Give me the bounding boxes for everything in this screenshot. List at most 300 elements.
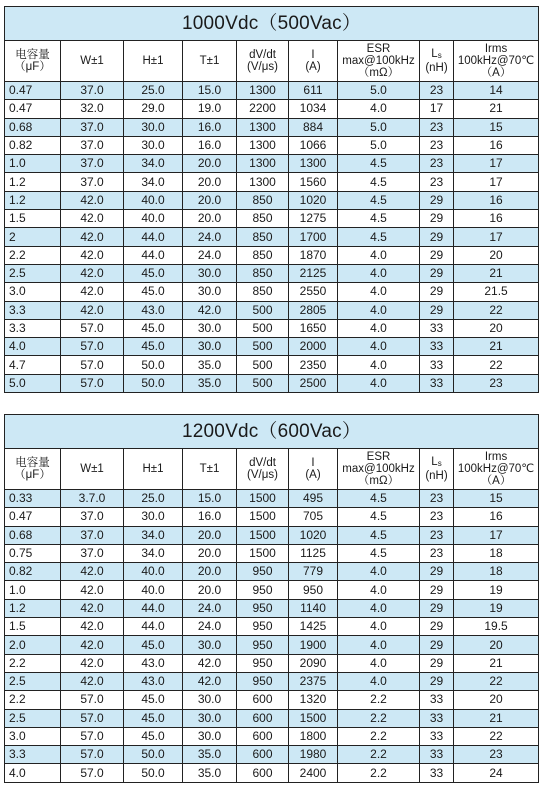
cell-esr: 5.0 — [338, 136, 420, 154]
cell-irms: 21 — [454, 264, 539, 282]
col-header-capacitance: 电容量 （μF） — [5, 41, 61, 82]
cell-capacitance: 2.2 — [5, 246, 61, 264]
cell-width: 57.0 — [61, 374, 124, 392]
cell-thickness: 24.0 — [183, 618, 237, 636]
cell-inductance: 23 — [420, 490, 454, 508]
cell-thickness: 42.0 — [183, 301, 237, 319]
table-title: 1000Vdc（500Vac） — [5, 7, 539, 41]
cell-dvdt: 1300 — [237, 173, 289, 191]
cell-current: 950 — [289, 581, 338, 599]
table-row — [5, 82, 539, 100]
cell-inductance: 33 — [420, 374, 454, 392]
cell-inductance: 33 — [420, 746, 454, 764]
cell-esr: 4.0 — [338, 301, 420, 319]
cell-capacitance: 2.5 — [5, 672, 61, 690]
cell-current: 1034 — [289, 100, 338, 118]
cell-thickness: 30.0 — [183, 691, 237, 709]
table-row — [5, 264, 539, 282]
cell-width: 37.0 — [61, 118, 124, 136]
cell-irms: 22 — [454, 356, 539, 374]
cell-thickness: 42.0 — [183, 654, 237, 672]
cell-inductance: 17 — [420, 100, 454, 118]
cell-irms: 20 — [454, 691, 539, 709]
cell-inductance: 23 — [420, 508, 454, 526]
cell-esr: 2.2 — [338, 727, 420, 745]
table-row — [5, 356, 539, 374]
cell-irms: 15 — [454, 118, 539, 136]
cell-dvdt: 600 — [237, 764, 289, 782]
cell-height: 45.0 — [124, 283, 183, 301]
col-header-ls: Ls (nH) — [420, 449, 454, 490]
cell-width: 32.0 — [61, 100, 124, 118]
table-row — [5, 618, 539, 636]
cell-esr: 4.0 — [338, 618, 420, 636]
cell-width: 42.0 — [61, 210, 124, 228]
cell-thickness: 15.0 — [183, 82, 237, 100]
cell-dvdt: 850 — [237, 283, 289, 301]
cell-esr: 4.0 — [338, 581, 420, 599]
table-row — [5, 727, 539, 745]
table-row — [5, 654, 539, 672]
cell-thickness: 20.0 — [183, 544, 237, 562]
cell-dvdt: 950 — [237, 672, 289, 690]
cell-thickness: 24.0 — [183, 246, 237, 264]
cell-esr: 4.0 — [338, 636, 420, 654]
cell-width: 42.0 — [61, 246, 124, 264]
cell-height: 45.0 — [124, 709, 183, 727]
cell-height: 40.0 — [124, 210, 183, 228]
table-row — [5, 508, 539, 526]
cell-dvdt: 500 — [237, 319, 289, 337]
table-row — [5, 526, 539, 544]
cell-dvdt: 1500 — [237, 490, 289, 508]
table-row — [5, 283, 539, 301]
col-header-h: H±1 — [124, 449, 183, 490]
cell-inductance: 33 — [420, 338, 454, 356]
cell-irms: 20 — [454, 319, 539, 337]
table-row — [5, 691, 539, 709]
cell-height: 44.0 — [124, 618, 183, 636]
cell-thickness: 19.0 — [183, 100, 237, 118]
cell-inductance: 29 — [420, 618, 454, 636]
cell-current: 2000 — [289, 338, 338, 356]
cell-width: 37.0 — [61, 544, 124, 562]
table-row — [5, 301, 539, 319]
table-row — [5, 136, 539, 154]
cell-inductance: 23 — [420, 118, 454, 136]
cell-irms: 19 — [454, 599, 539, 617]
cell-thickness: 20.0 — [183, 581, 237, 599]
table-row — [5, 636, 539, 654]
cell-inductance: 29 — [420, 563, 454, 581]
col-header-t: T±1 — [183, 41, 237, 82]
cell-current: 1425 — [289, 618, 338, 636]
cell-current: 779 — [289, 563, 338, 581]
cell-irms: 16 — [454, 136, 539, 154]
cell-width: 42.0 — [61, 191, 124, 209]
cell-current: 1140 — [289, 599, 338, 617]
cell-width: 57.0 — [61, 691, 124, 709]
cell-height: 45.0 — [124, 264, 183, 282]
cell-esr: 4.0 — [338, 356, 420, 374]
cell-width: 42.0 — [61, 654, 124, 672]
table-row — [5, 338, 539, 356]
cell-height: 44.0 — [124, 599, 183, 617]
cell-dvdt: 850 — [237, 191, 289, 209]
table-row — [5, 173, 539, 191]
cell-capacitance: 0.82 — [5, 563, 61, 581]
cell-esr: 4.0 — [338, 654, 420, 672]
cell-esr: 4.5 — [338, 228, 420, 246]
cell-height: 40.0 — [124, 581, 183, 599]
table-row — [5, 599, 539, 617]
cell-inductance: 33 — [420, 709, 454, 727]
cell-irms: 20 — [454, 246, 539, 264]
cell-width: 42.0 — [61, 618, 124, 636]
cell-current: 1650 — [289, 319, 338, 337]
cell-thickness: 16.0 — [183, 118, 237, 136]
cell-capacitance: 1.0 — [5, 155, 61, 173]
cell-inductance: 33 — [420, 691, 454, 709]
cell-irms: 18 — [454, 544, 539, 562]
cell-capacitance: 3.3 — [5, 301, 61, 319]
cell-esr: 4.0 — [338, 338, 420, 356]
cell-height: 45.0 — [124, 727, 183, 745]
cell-height: 50.0 — [124, 746, 183, 764]
cell-capacitance: 0.68 — [5, 118, 61, 136]
cell-thickness: 16.0 — [183, 136, 237, 154]
col-header-dvdt: dV/dt (V/μs) — [237, 449, 289, 490]
cell-inductance: 33 — [420, 319, 454, 337]
cell-esr: 2.2 — [338, 709, 420, 727]
cell-inductance: 23 — [420, 526, 454, 544]
cell-width: 57.0 — [61, 319, 124, 337]
cell-esr: 4.5 — [338, 490, 420, 508]
cell-irms: 21 — [454, 338, 539, 356]
col-header-esr: ESR max@100kHz （mΩ） — [338, 41, 420, 82]
cell-inductance: 29 — [420, 599, 454, 617]
cell-thickness: 30.0 — [183, 636, 237, 654]
col-header-irms: Irms 100kHz@70℃ （A） — [454, 41, 539, 82]
cell-capacitance: 3.0 — [5, 727, 61, 745]
table-row — [5, 191, 539, 209]
cell-height: 44.0 — [124, 246, 183, 264]
cell-current: 1560 — [289, 173, 338, 191]
table-row — [5, 319, 539, 337]
cell-irms: 16 — [454, 210, 539, 228]
cell-esr: 4.0 — [338, 283, 420, 301]
cell-capacitance: 3.0 — [5, 283, 61, 301]
cell-current: 1500 — [289, 709, 338, 727]
cell-current: 495 — [289, 490, 338, 508]
cell-current: 1275 — [289, 210, 338, 228]
cell-inductance: 23 — [420, 155, 454, 173]
cell-current: 611 — [289, 82, 338, 100]
cell-width: 57.0 — [61, 709, 124, 727]
cell-inductance: 29 — [420, 283, 454, 301]
table-row — [5, 155, 539, 173]
cell-capacitance: 2.0 — [5, 636, 61, 654]
cell-irms: 14 — [454, 82, 539, 100]
table-title: 1200Vdc（600Vac） — [5, 415, 539, 449]
cell-esr: 4.0 — [338, 672, 420, 690]
cell-inductance: 29 — [420, 191, 454, 209]
cell-inductance: 33 — [420, 727, 454, 745]
cell-height: 34.0 — [124, 155, 183, 173]
col-header-dvdt: dV/dt (V/μs) — [237, 41, 289, 82]
cell-dvdt: 600 — [237, 746, 289, 764]
cell-current: 1020 — [289, 191, 338, 209]
cell-inductance: 23 — [420, 82, 454, 100]
col-header-current: I (A) — [289, 449, 338, 490]
cell-thickness: 30.0 — [183, 283, 237, 301]
cell-capacitance: 5.0 — [5, 374, 61, 392]
cell-inductance: 29 — [420, 301, 454, 319]
cell-dvdt: 600 — [237, 691, 289, 709]
cell-irms: 16 — [454, 508, 539, 526]
cell-irms: 21 — [454, 654, 539, 672]
cell-thickness: 20.0 — [183, 563, 237, 581]
spec-table-1200vdc — [4, 414, 539, 783]
cell-irms: 22 — [454, 672, 539, 690]
cell-esr: 4.0 — [338, 319, 420, 337]
cell-capacitance: 1.2 — [5, 173, 61, 191]
cell-capacitance: 3.3 — [5, 746, 61, 764]
cell-height: 50.0 — [124, 356, 183, 374]
table-row — [5, 764, 539, 782]
cell-dvdt: 600 — [237, 727, 289, 745]
cell-irms: 17 — [454, 228, 539, 246]
cell-height: 50.0 — [124, 764, 183, 782]
cell-height: 40.0 — [124, 563, 183, 581]
cell-width: 57.0 — [61, 338, 124, 356]
cell-thickness: 30.0 — [183, 338, 237, 356]
cell-height: 45.0 — [124, 691, 183, 709]
cell-height: 29.0 — [124, 100, 183, 118]
cell-inductance: 29 — [420, 581, 454, 599]
cell-dvdt: 1500 — [237, 508, 289, 526]
table-row — [5, 118, 539, 136]
cell-height: 25.0 — [124, 82, 183, 100]
cell-dvdt: 1300 — [237, 155, 289, 173]
cell-width: 42.0 — [61, 636, 124, 654]
cell-width: 42.0 — [61, 581, 124, 599]
table-row — [5, 672, 539, 690]
cell-irms: 17 — [454, 173, 539, 191]
table-row — [5, 246, 539, 264]
cell-esr: 4.5 — [338, 210, 420, 228]
cell-thickness: 35.0 — [183, 746, 237, 764]
cell-current: 1870 — [289, 246, 338, 264]
cell-width: 37.0 — [61, 526, 124, 544]
cell-esr: 4.0 — [338, 374, 420, 392]
cell-dvdt: 850 — [237, 246, 289, 264]
cell-capacitance: 0.33 — [5, 490, 61, 508]
cell-thickness: 15.0 — [183, 490, 237, 508]
cell-thickness: 30.0 — [183, 319, 237, 337]
cell-dvdt: 500 — [237, 301, 289, 319]
cell-irms: 15 — [454, 490, 539, 508]
col-header-esr: ESR max@100kHz （mΩ） — [338, 449, 420, 490]
cell-esr: 4.5 — [338, 173, 420, 191]
cell-inductance: 29 — [420, 264, 454, 282]
cell-capacitance: 0.47 — [5, 100, 61, 118]
cell-width: 37.0 — [61, 155, 124, 173]
cell-thickness: 35.0 — [183, 764, 237, 782]
cell-thickness: 20.0 — [183, 173, 237, 191]
cell-height: 34.0 — [124, 526, 183, 544]
cell-height: 34.0 — [124, 544, 183, 562]
header-row — [5, 41, 539, 82]
cell-capacitance: 2.5 — [5, 709, 61, 727]
table-row — [5, 228, 539, 246]
cell-height: 43.0 — [124, 301, 183, 319]
table-row — [5, 581, 539, 599]
cell-dvdt: 850 — [237, 264, 289, 282]
cell-width: 57.0 — [61, 356, 124, 374]
cell-capacitance: 0.68 — [5, 526, 61, 544]
cell-inductance: 23 — [420, 136, 454, 154]
col-header-current: I (A) — [289, 41, 338, 82]
cell-height: 45.0 — [124, 319, 183, 337]
cell-dvdt: 850 — [237, 228, 289, 246]
cell-current: 1800 — [289, 727, 338, 745]
cell-thickness: 35.0 — [183, 356, 237, 374]
cell-capacitance: 3.3 — [5, 319, 61, 337]
col-header-capacitance: 电容量 （μF） — [5, 449, 61, 490]
cell-dvdt: 1500 — [237, 544, 289, 562]
cell-height: 40.0 — [124, 191, 183, 209]
cell-dvdt: 950 — [237, 654, 289, 672]
cell-capacitance: 0.82 — [5, 136, 61, 154]
cell-dvdt: 1300 — [237, 118, 289, 136]
cell-width: 42.0 — [61, 228, 124, 246]
cell-height: 30.0 — [124, 508, 183, 526]
cell-capacitance: 1.5 — [5, 210, 61, 228]
cell-irms: 24 — [454, 764, 539, 782]
cell-esr: 4.5 — [338, 526, 420, 544]
cell-capacitance: 1.0 — [5, 581, 61, 599]
cell-capacitance: 4.7 — [5, 356, 61, 374]
cell-capacitance: 0.75 — [5, 544, 61, 562]
cell-width: 37.0 — [61, 173, 124, 191]
col-header-h: H±1 — [124, 41, 183, 82]
cell-esr: 4.0 — [338, 100, 420, 118]
cell-thickness: 42.0 — [183, 672, 237, 690]
cell-current: 1125 — [289, 544, 338, 562]
col-header-irms: Irms 100kHz@70℃ （A） — [454, 449, 539, 490]
cell-dvdt: 500 — [237, 356, 289, 374]
cell-current: 1320 — [289, 691, 338, 709]
cell-irms: 20 — [454, 636, 539, 654]
cell-height: 30.0 — [124, 136, 183, 154]
cell-width: 3.7.0 — [61, 490, 124, 508]
table-row — [5, 374, 539, 392]
cell-irms: 19.5 — [454, 618, 539, 636]
cell-inductance: 33 — [420, 764, 454, 782]
cell-dvdt: 1300 — [237, 82, 289, 100]
cell-esr: 4.0 — [338, 563, 420, 581]
cell-inductance: 23 — [420, 544, 454, 562]
cell-current: 1020 — [289, 526, 338, 544]
cell-height: 45.0 — [124, 636, 183, 654]
cell-inductance: 29 — [420, 636, 454, 654]
cell-current: 2125 — [289, 264, 338, 282]
cell-capacitance: 2.2 — [5, 654, 61, 672]
cell-inductance: 29 — [420, 246, 454, 264]
cell-current: 884 — [289, 118, 338, 136]
cell-esr: 2.2 — [338, 746, 420, 764]
cell-esr: 4.5 — [338, 191, 420, 209]
cell-esr: 4.0 — [338, 599, 420, 617]
cell-irms: 21.5 — [454, 283, 539, 301]
cell-capacitance: 2 — [5, 228, 61, 246]
cell-current: 705 — [289, 508, 338, 526]
cell-height: 45.0 — [124, 338, 183, 356]
cell-irms: 23 — [454, 374, 539, 392]
cell-capacitance: 0.47 — [5, 508, 61, 526]
table-row — [5, 490, 539, 508]
cell-thickness: 16.0 — [183, 508, 237, 526]
cell-irms: 21 — [454, 100, 539, 118]
cell-width: 37.0 — [61, 82, 124, 100]
cell-esr: 2.2 — [338, 764, 420, 782]
cell-current: 1700 — [289, 228, 338, 246]
cell-current: 1300 — [289, 155, 338, 173]
cell-esr: 5.0 — [338, 82, 420, 100]
cell-width: 42.0 — [61, 672, 124, 690]
cell-thickness: 30.0 — [183, 264, 237, 282]
cell-esr: 4.0 — [338, 264, 420, 282]
cell-irms: 21 — [454, 709, 539, 727]
cell-dvdt: 600 — [237, 709, 289, 727]
cell-height: 50.0 — [124, 374, 183, 392]
cell-dvdt: 2200 — [237, 100, 289, 118]
cell-inductance: 29 — [420, 228, 454, 246]
cell-current: 1980 — [289, 746, 338, 764]
cell-thickness: 24.0 — [183, 228, 237, 246]
table-row — [5, 746, 539, 764]
cell-capacitance: 2.2 — [5, 691, 61, 709]
cell-width: 57.0 — [61, 727, 124, 745]
col-header-ls: Ls (nH) — [420, 41, 454, 82]
cell-irms: 16 — [454, 191, 539, 209]
cell-dvdt: 950 — [237, 563, 289, 581]
cell-dvdt: 1500 — [237, 526, 289, 544]
cell-current: 2500 — [289, 374, 338, 392]
cell-irms: 19 — [454, 581, 539, 599]
cell-thickness: 24.0 — [183, 599, 237, 617]
cell-current: 1900 — [289, 636, 338, 654]
table-row — [5, 709, 539, 727]
table-row — [5, 563, 539, 581]
cell-irms: 17 — [454, 526, 539, 544]
cell-dvdt: 500 — [237, 338, 289, 356]
cell-current: 2550 — [289, 283, 338, 301]
cell-dvdt: 850 — [237, 210, 289, 228]
cell-thickness: 35.0 — [183, 374, 237, 392]
cell-width: 42.0 — [61, 264, 124, 282]
col-header-w: W±1 — [61, 41, 124, 82]
cell-capacitance: 1.2 — [5, 191, 61, 209]
cell-width: 42.0 — [61, 301, 124, 319]
cell-irms: 23 — [454, 746, 539, 764]
cell-inductance: 23 — [420, 173, 454, 191]
cell-current: 2375 — [289, 672, 338, 690]
cell-dvdt: 950 — [237, 599, 289, 617]
col-header-w: W±1 — [61, 449, 124, 490]
cell-esr: 2.2 — [338, 691, 420, 709]
